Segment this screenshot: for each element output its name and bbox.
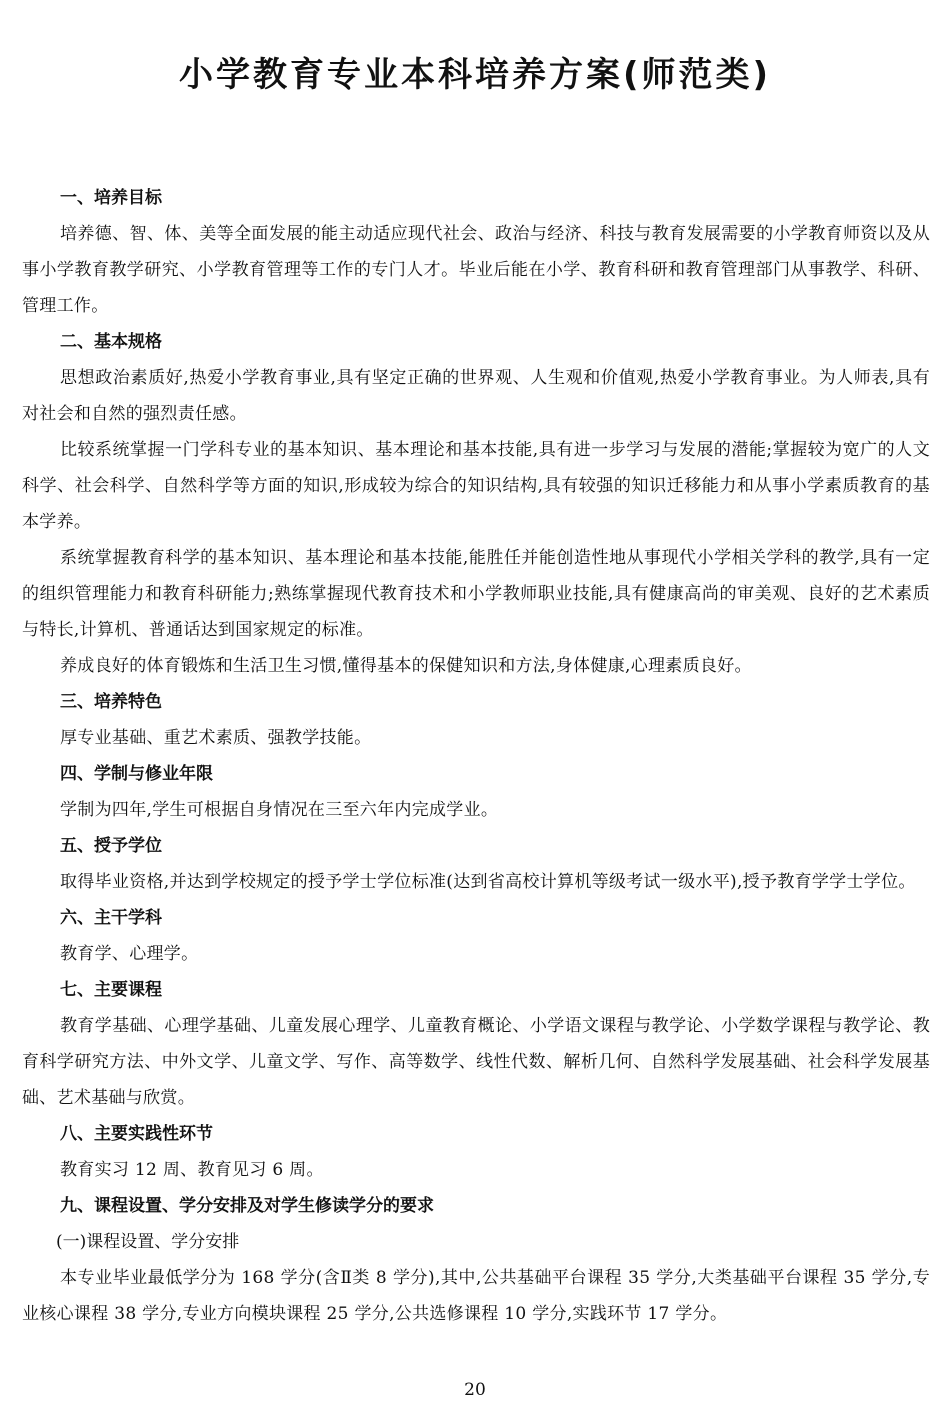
paragraph: 培养德、智、体、美等全面发展的能主动适应现代社会、政治与经济、科技与教育发展需要的小学教育师资以及从事小学教育教学研究、小学教育管理等工作的专门人才。毕业后能在小学、教育科研和教育管理部门从事教学、科研、管理工作。 <box>22 224 930 316</box>
document-title: 小学教育专业本科培养方案(师范类) <box>178 55 772 95</box>
paragraph: 教育学、心理学。 <box>60 944 199 964</box>
paragraph: 本专业毕业最低学分为 168 学分(含Ⅱ类 8 学分),其中,公共基础平台课程 35 学分,大类基础平台课程 35 学分,专业核心课程 38 学分,专业方向模块课程 25 学分,公共选修课程 10 学分,实践环节 17 学分。 <box>22 1268 930 1324</box>
paragraph: 系统掌握教育科学的基本知识、基本理论和基本技能,能胜任并能创造性地从事现代小学相关学科的教学,具有一定的组织管理能力和教育科研能力;熟练掌握现代教育技术和小学教师职业技能,具有健康高尚的审美观、良好的艺术素质与特长,计算机、普通话达到国家规定的标准。 <box>22 548 930 640</box>
section-heading-specifications: 二、基本规格 <box>60 332 162 352</box>
section-heading-goals: 一、培养目标 <box>60 188 162 208</box>
page-number: 20 <box>464 1380 486 1400</box>
section-heading-practice: 八、主要实践性环节 <box>60 1124 213 1144</box>
document-body <box>22 180 930 1332</box>
paragraph: 学制为四年,学生可根据自身情况在三至六年内完成学业。 <box>60 800 499 820</box>
paragraph: 厚专业基础、重艺术素质、强教学技能。 <box>60 728 372 748</box>
section-heading-courses: 七、主要课程 <box>60 980 162 1000</box>
section-heading-features: 三、培养特色 <box>60 692 162 712</box>
paragraph: 取得毕业资格,并达到学校规定的授予学士学位标准(达到省高校计算机等级考试一级水平),授予教育学学士学位。 <box>60 872 916 892</box>
paragraph: 教育实习 12 周、教育见习 6 周。 <box>60 1160 324 1180</box>
section-heading-disciplines: 六、主干学科 <box>60 908 162 928</box>
section-heading-degree: 五、授予学位 <box>60 836 162 856</box>
paragraph: 养成良好的体育锻炼和生活卫生习惯,懂得基本的保健知识和方法,身体健康,心理素质良好。 <box>60 656 752 676</box>
subsection-heading: (一)课程设置、学分安排 <box>56 1232 240 1252</box>
paragraph: 思想政治素质好,热爱小学教育事业,具有坚定正确的世界观、人生观和价值观,热爱小学教育事业。为人师表,具有对社会和自然的强烈责任感。 <box>22 368 930 424</box>
paragraph: 教育学基础、心理学基础、儿童发展心理学、儿童教育概论、小学语文课程与教学论、小学数学课程与教学论、教育科学研究方法、中外文学、儿童文学、写作、高等数学、线性代数、解析几何、自然科学发展基础、社会科学发展基础、艺术基础与欣赏。 <box>22 1016 930 1108</box>
paragraph: 比较系统掌握一门学科专业的基本知识、基本理论和基本技能,具有进一步学习与发展的潜能;掌握较为宽广的人文科学、社会科学、自然科学等方面的知识,形成较为综合的知识结构,具有较强的知识迁移能力和从事小学素质教育的基本学养。 <box>22 440 930 532</box>
section-heading-credits: 九、课程设置、学分安排及对学生修读学分的要求 <box>60 1196 434 1216</box>
section-heading-duration: 四、学制与修业年限 <box>60 764 213 784</box>
